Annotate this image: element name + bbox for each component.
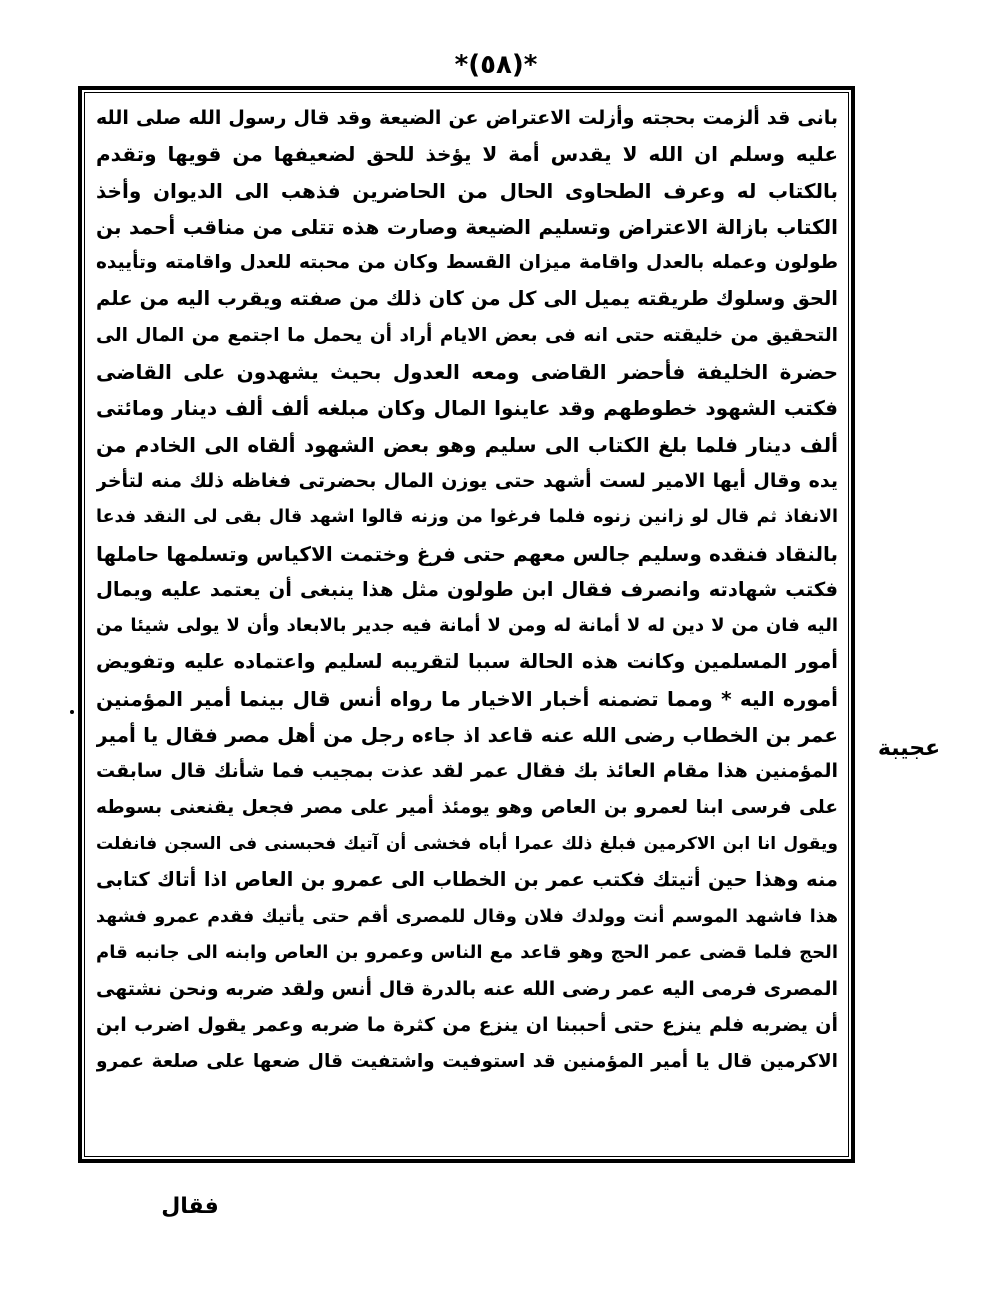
text-line-7: التحقيق من خليقته حتى انه فى بعض الايام أراد أن يحمل ما اجتمع من المال الى (96, 324, 838, 346)
text-line-18: عمر بن الخطاب رضى الله عنه قاعد اذ جاءه رجل من أهل مصر فقال يا أمير (96, 723, 838, 748)
text-line-26: أن يضربه فلم ينزع حتى أحببنا ان ينزع من كثرة ما ضربه وعمر يقول اضرب ابن (96, 1014, 838, 1037)
text-line-15: اليه فان من لا دين له لا أمانة له ومن لا أمانة فيه جدير بالابعاد وأن لا يولى شيئا من (96, 615, 838, 637)
text-line-4: الكتاب بازالة الاعتراض وتسليم الضيعة وصارت هذه تتلى من مناقب أحمد بن (96, 214, 838, 239)
text-line-11: يده وقال أيها الامير لست أشهد حتى يوزن المال بحضرتى فغاظه ذلك منه لتأخر (96, 469, 838, 492)
text-line-1: بانى قد ألزمت بحجته وأزلت الاعتراض عن الضيعة وقد قال رسول الله صلى الله (96, 107, 838, 129)
text-line-5: طولون وعمله بالعدل واقامة ميزان القسط وكان من محبته للعدل واقامته وتأييده (96, 252, 838, 274)
margin-note: عجيبة (877, 736, 941, 761)
text-line-13: بالنقاد فنقده وسليم جالس معهم حتى فرغ وختمت الاكياس وتسلمها حاملها (96, 541, 838, 566)
text-line-25: المصرى فرمى اليه عمر رضى الله عنه بالدرة قال أنس ولقد ضربه ونحن نشتهى (96, 978, 838, 1001)
text-line-2: عليه وسلم ان الله لا يقدس أمة لا يؤخذ للحق لضعيفها من قويها وتقدم (96, 142, 838, 167)
text-line-10: ألف دينار فلما بلغ الكتاب الى سليم وهو بعض الشهود ألقاه الى الخادم من (96, 432, 838, 457)
text-line-6: الحق وسلوك طريقته يميل الى كل من كان ذلك من صفته ويقرب اليه من علم (96, 287, 838, 311)
text-line-16: أمور المسلمين وكانت هذه الحالة سببا لتقريبه لسليم واعتماده عليه وتفويض (96, 650, 838, 674)
page-number: *(٥٨)* (454, 50, 538, 80)
text-line-23: هذا فاشهد الموسم أنت وولدك فلان وقال للمصرى أقم حتى يأتيك فقدم عمرو فشهد (96, 906, 838, 927)
text-line-12: الانفاذ ثم قال لو زانين زنوه فلما فرغوا من وزنه قالوا اشهد قال بقى لى النقد فدعا (96, 507, 838, 528)
text-line-24: الحج فلما قضى عمر الحج وهو قاعد مع الناس وعمرو بن العاص وابنه الى جانبه قام (96, 941, 838, 963)
text-line-14: فكتب شهادته وانصرف فقال ابن طولون مثل هذا ينبغى أن يعتمد عليه ويمال (96, 577, 838, 601)
text-line-19: المؤمنين هذا مقام العائذ بك فقال عمر لقد عذت بمجيب فما شأنك قال سابقت (96, 760, 838, 783)
text-line-27: الاكرمين قال يا أمير المؤمنين قد استوفيت واشتفيت قال ضعها على صلعة عمرو (96, 1050, 838, 1072)
text-line-21: ويقول انا ابن الاكرمين فبلغ ذلك عمرا أباه فخشى أن آتيك فحبسنى فى السجن فانفلت (96, 833, 838, 854)
margin-dot (70, 710, 74, 714)
text-line-3: بالكتاب له وعرف الطحاوى الحال من الحاضرين فذهب الى الديوان وأخذ (96, 178, 838, 203)
text-line-22: منه وهذا حين أتيتك فكتب عمر بن الخطاب الى عمرو بن العاص اذا أتاك كتابى (96, 868, 838, 892)
text-line-9: فكتب الشهود خطوطهم وقد عاينوا المال وكان مبلغه ألف ألف دينار ومائتى (96, 396, 838, 421)
text-line-8: حضرة الخليفة فأحضر القاضى ومعه العدول بحيث يشهدون على القاضى (96, 360, 838, 385)
main-text-block (96, 100, 838, 1150)
catchword: فقال (161, 1194, 219, 1219)
text-line-17: أموره اليه * ومما تضمنه أخبار الاخيار ما رواه أنس قال بينما أمير المؤمنين (96, 686, 838, 711)
text-line-20: على فرسى ابنا لعمرو بن العاص وهو يومئذ أمير على مصر فجعل يقنعنى بسوطه (96, 796, 838, 818)
